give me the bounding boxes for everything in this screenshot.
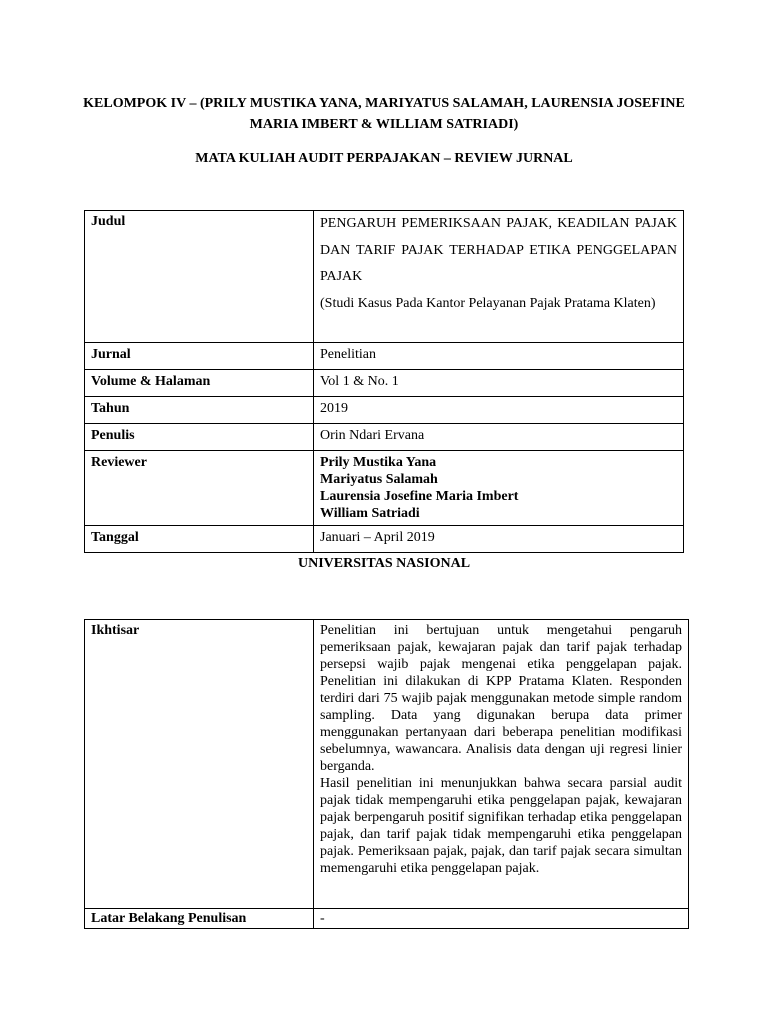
ikhtisar-paragraph-1: Penelitian ini bertujuan untuk mengetahui pengaruh pemeriksaan pajak, kewajaran pajak dan tarif pajak terhadap persepsi wajib pajak mengenai etika penggelapan pajak. Penelitian ini dilakukan di KPP Pratama Klaten. Responden terdiri dari 75 wajib pajak menggunakan metode simple random sampling. Data yang digunakan berupa data primer menggunakan pertanyaan dari beberapa penelitian modifikasi sebelumnya, wawancara. Analisis data dengan uji regresi linier berganda. bbox=[320, 623, 682, 774]
volume-label: Volume & Halaman bbox=[85, 370, 314, 397]
table-row bbox=[85, 451, 684, 526]
university-heading: UNIVERSITAS NASIONAL bbox=[297, 556, 471, 571]
tahun-label: Tahun bbox=[85, 397, 314, 424]
group-heading: KELOMPOK IV – (PRILY MUSTIKA YANA, MARIYATUS SALAMAH, LAURENSIA JOSEFINE MARIA IMBERT & WILLIAM SATRIADI) bbox=[83, 96, 685, 132]
judul-title-text: PENGARUH PEMERIKSAAN PAJAK, KEADILAN PAJAK DAN TARIF PAJAK TERHADAP ETIKA PENGGELAPAN PAJAK bbox=[320, 216, 677, 284]
table-row bbox=[85, 370, 684, 397]
tahun-value: 2019 bbox=[314, 397, 684, 424]
journal-info-table bbox=[84, 210, 684, 553]
judul-value bbox=[314, 211, 684, 343]
course-heading: MATA KULIAH AUDIT PERPAJAKAN – REVIEW JURNAL bbox=[195, 151, 573, 166]
tanggal-label: Tanggal bbox=[85, 526, 314, 553]
judul-subtitle-text: (Studi Kasus Pada Kantor Pelayanan Pajak Pratama Klaten) bbox=[320, 295, 656, 311]
jurnal-value: Penelitian bbox=[314, 343, 684, 370]
latar-belakang-label: Latar Belakang Penulisan bbox=[85, 909, 314, 929]
ikhtisar-paragraph-2: Hasil penelitian ini menunjukkan bahwa secara parsial audit pajak tidak mempengaruhi etika penggelapan pajak, kewajaran pajak berpengaruh positif signifikan terhadap etika penggelapan pajak, dan tarif pajak tidak mempengaruhi etika penggelapan pajak. Pemeriksaan pajak, pajak, dan tarif pajak secara simultan memengaruhi etika penggelapan pajak. bbox=[320, 776, 682, 876]
table-row bbox=[85, 526, 684, 553]
table-row bbox=[85, 343, 684, 370]
reviewer-list bbox=[314, 451, 684, 526]
table-row bbox=[85, 909, 689, 929]
volume-value: Vol 1 & No. 1 bbox=[314, 370, 684, 397]
table-row bbox=[85, 424, 684, 451]
table-row bbox=[85, 211, 684, 343]
latar-belakang-value: - bbox=[314, 909, 689, 929]
reviewer-name: Laurensia Josefine Maria Imbert bbox=[320, 489, 519, 504]
reviewer-label: Reviewer bbox=[85, 451, 314, 526]
penulis-value: Orin Ndari Ervana bbox=[314, 424, 684, 451]
penulis-label: Penulis bbox=[85, 424, 314, 451]
reviewer-name: Mariyatus Salamah bbox=[320, 472, 438, 487]
reviewer-name: Prily Mustika Yana bbox=[320, 455, 437, 470]
ikhtisar-label: Ikhtisar bbox=[85, 620, 314, 909]
tanggal-value: Januari – April 2019 bbox=[314, 526, 684, 553]
table-row bbox=[85, 397, 684, 424]
judul-label: Judul bbox=[85, 211, 314, 343]
summary-table bbox=[84, 619, 689, 929]
table-row bbox=[85, 620, 689, 909]
reviewer-name: William Satriadi bbox=[320, 506, 420, 521]
ikhtisar-value bbox=[314, 620, 689, 909]
jurnal-label: Jurnal bbox=[85, 343, 314, 370]
